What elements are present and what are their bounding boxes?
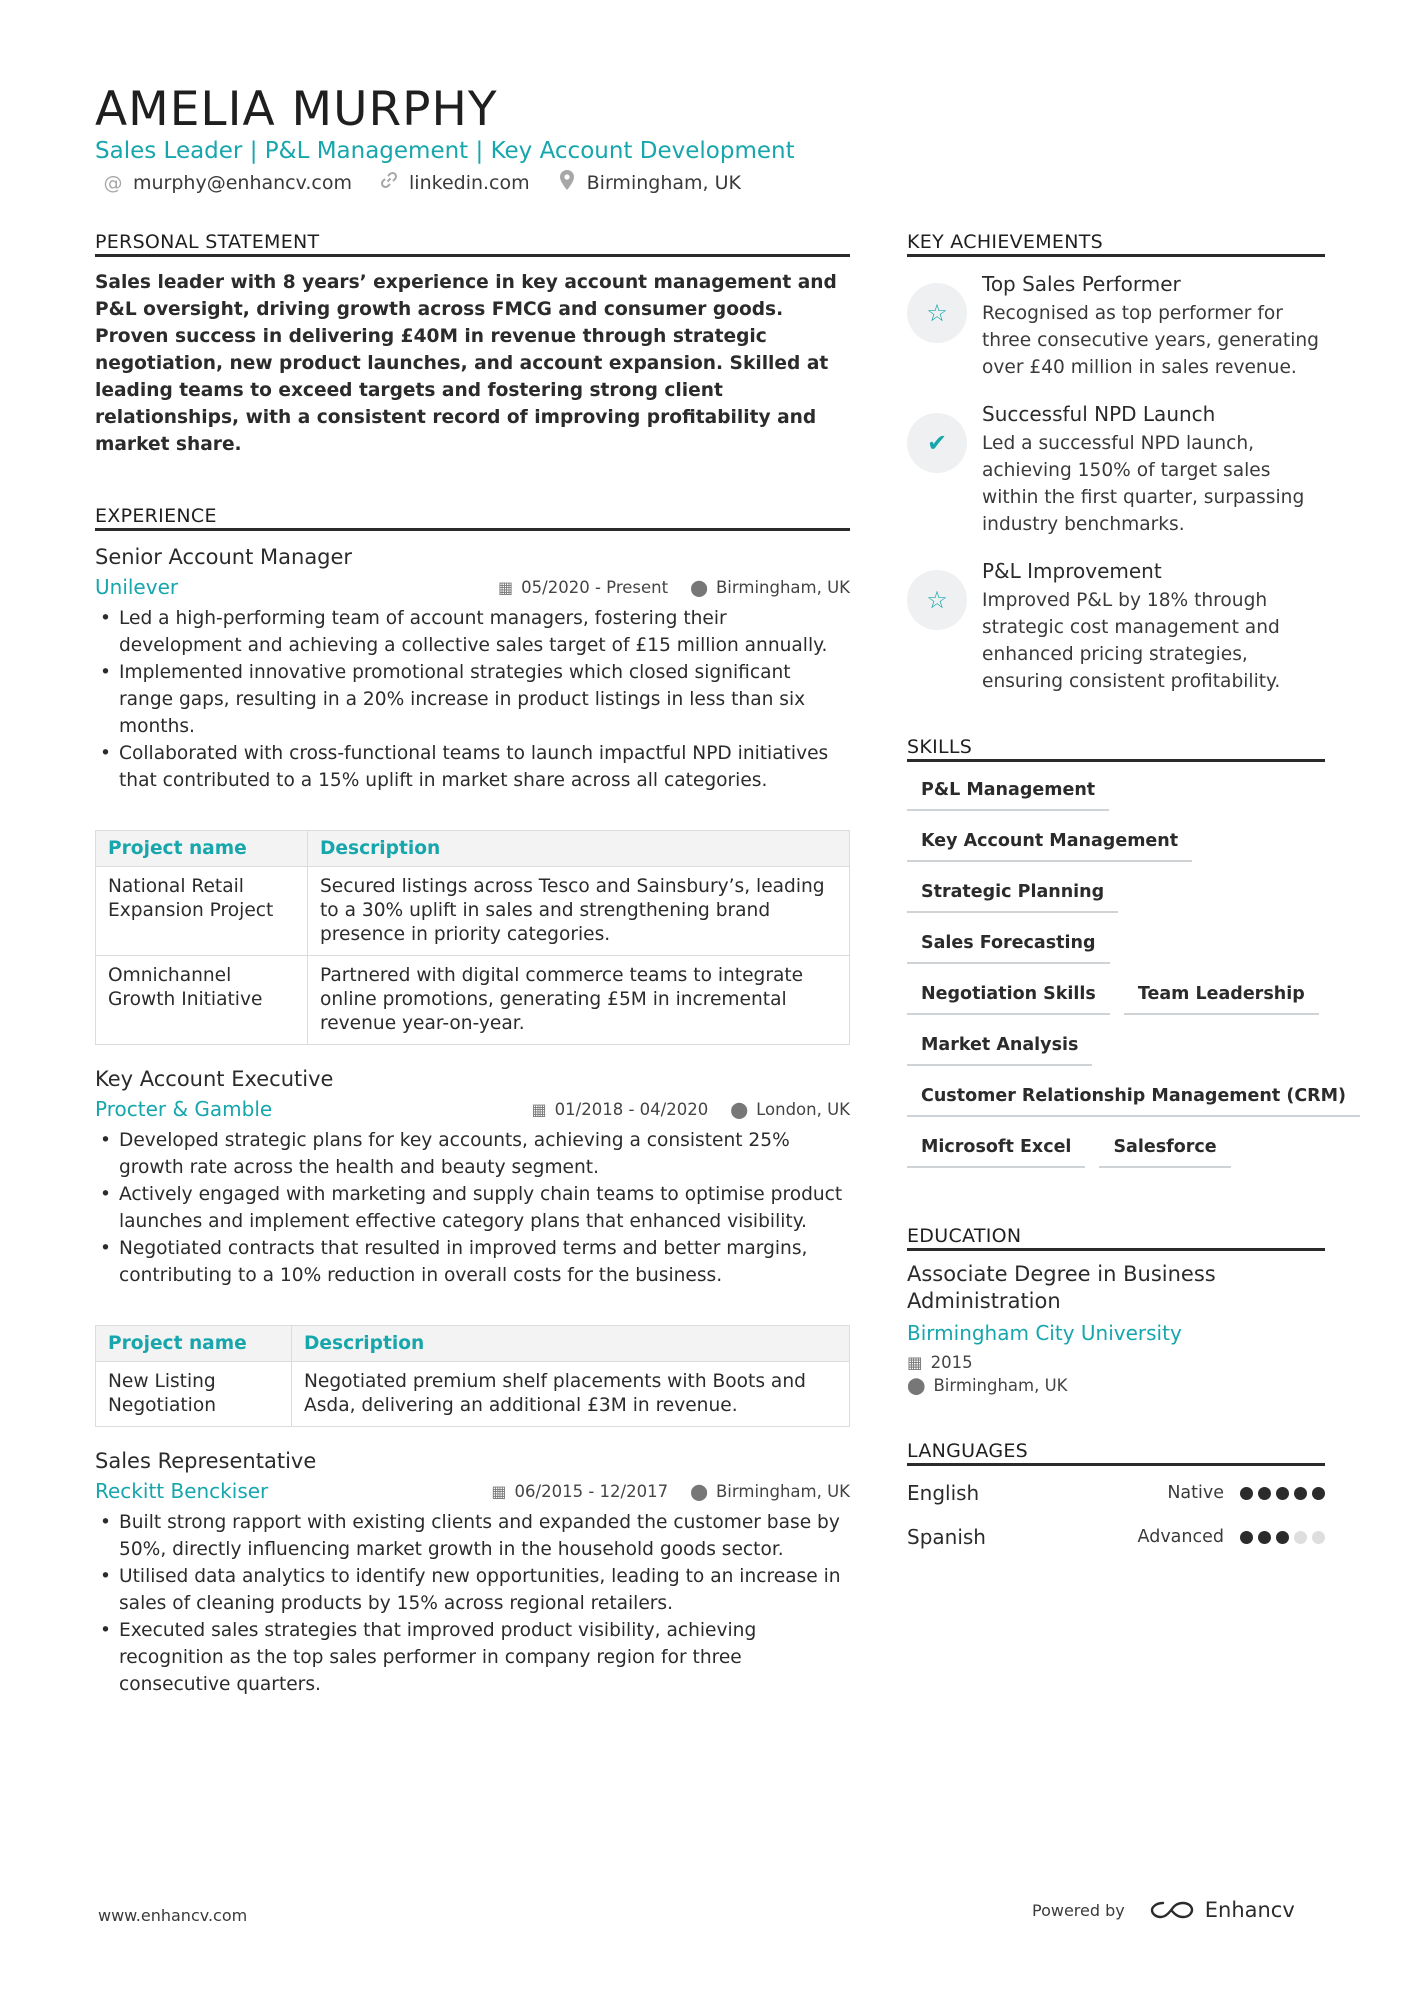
job-location: Birmingham, UK (715, 577, 850, 597)
star-icon: ☆ (907, 570, 967, 630)
rating-dot (1258, 1531, 1271, 1544)
education-school: Birmingham City University (907, 1321, 1182, 1345)
achievement-title: Top Sales Performer (982, 272, 1181, 296)
skill-tag: Microsoft Excel (907, 1129, 1085, 1168)
education-location: Birmingham, UK (933, 1376, 1068, 1395)
rating-dot (1294, 1487, 1307, 1500)
contact-email[interactable] (103, 172, 352, 194)
bullet-item: • Actively engaged with marketing and supply chain teams to optimise product launches and implement effective category plans that enhanced visibility. (95, 1181, 850, 1235)
table-cell: Partnered with digital commerce teams to integrate online promotions, generating £5M in incremental revenue year-on-year. (308, 956, 850, 1045)
job-location: Birmingham, UK (715, 1481, 850, 1501)
calendar-icon: ▦ (531, 1099, 547, 1119)
rating-dot (1240, 1487, 1253, 1500)
job-entry (95, 1065, 850, 1427)
job-title: Senior Account Manager (95, 545, 353, 569)
job-title: Key Account Executive (95, 1067, 334, 1091)
job-dates: 01/2018 - 04/2020 (554, 1099, 709, 1119)
location-icon (557, 170, 577, 195)
calendar-icon: ▦ (498, 577, 514, 597)
location-icon: ⬤ (690, 577, 708, 597)
project-table (95, 1325, 850, 1427)
table-header-cell: Project name (96, 831, 308, 867)
section-title-personal-statement: PERSONAL STATEMENT (95, 230, 850, 257)
table-cell: Secured listings across Tesco and Sainsbury’s, leading to a 30% uplift in sales and strengthening brand presence in priority categories. (308, 867, 850, 956)
bullet-item: • Built strong rapport with existing clients and expanded the customer base by 50%, directly influencing market growth in the household goods sector. (95, 1509, 850, 1563)
job-bullets (95, 605, 850, 794)
job-header-row (95, 1097, 850, 1121)
table-cell: National Retail Expansion Project (96, 867, 308, 956)
contact-bar (103, 170, 741, 195)
section-title-skills: SKILLS (907, 735, 1325, 762)
rating-dot (1312, 1531, 1325, 1544)
footer-website[interactable]: www.enhancv.com (98, 1906, 248, 1925)
achievement-desc: Improved P&L by 18% through strategic cost management and enhanced pricing strategies, ensuring consistent profitability. (982, 590, 1281, 692)
enhancv-logo-icon (1149, 1899, 1195, 1921)
table-cell: Negotiated premium shelf placements with Boots and Asda, delivering an additional £3M in revenue. (292, 1362, 850, 1427)
education-meta (907, 1351, 1325, 1397)
candidate-name: AMELIA MURPHY (95, 82, 498, 137)
achievement-item (907, 271, 1325, 381)
skill-tag: Salesforce (1099, 1129, 1230, 1168)
left-column (95, 230, 850, 1698)
achievement-title: Successful NPD Launch (982, 402, 1216, 426)
footer-branding (1032, 1898, 1295, 1922)
calendar-icon: ▦ (907, 1353, 923, 1372)
rating-dot (1240, 1531, 1253, 1544)
language-level: Native (1167, 1483, 1224, 1503)
table-cell: Omnichannel Growth Initiative (96, 956, 308, 1045)
achievement-desc: Led a successful NPD launch, achieving 150% of target sales within the first quarter, surpassing industry benchmarks. (982, 433, 1305, 535)
powered-by-label: Powered by (1032, 1900, 1125, 1920)
education-year: 2015 (930, 1353, 973, 1372)
location-icon: ⬤ (730, 1099, 749, 1119)
candidate-tagline: Sales Leader | P&L Management | Key Account Development (95, 138, 795, 164)
job-meta (498, 578, 850, 597)
contact-email-text: murphy@enhancv.com (133, 171, 353, 194)
table-header-cell: Description (308, 831, 850, 867)
bullet-item: • Utilised data analytics to identify new opportunities, leading to an increase in sales of cleaning products by 15% across regional retailers. (95, 1563, 850, 1617)
job-location: London, UK (756, 1099, 850, 1119)
calendar-icon: ▦ (491, 1481, 507, 1501)
job-meta (491, 1482, 850, 1501)
bullet-item: • Implemented innovative promotional strategies which closed significant range gaps, resulting in a 20% increase in product listings in less than six months. (95, 659, 850, 740)
section-title-languages: LANGUAGES (907, 1439, 1325, 1466)
contact-linkedin-text: linkedin.com (409, 171, 530, 194)
enhancv-logo-text: Enhancv (1204, 1898, 1295, 1922)
skills-list (907, 772, 1347, 1180)
bullet-item: • Led a high-performing team of account managers, fostering their development and achieving a collective sales target of £15 million annually. (95, 605, 850, 659)
skill-tag: P&L Management (907, 772, 1109, 811)
bullet-item: • Collaborated with cross-functional teams to launch impactful NPD initiatives that contributed to a 15% uplift in market share across all categories. (95, 740, 850, 794)
language-rating (1240, 1531, 1325, 1544)
achievement-title: P&L Improvement (982, 559, 1162, 583)
language-name: Spanish (907, 1525, 986, 1549)
rating-dot (1294, 1531, 1307, 1544)
job-title: Sales Representative (95, 1449, 317, 1473)
language-row (907, 1520, 1325, 1554)
personal-statement-text: Sales leader with 8 years’ experience in key account management and P&L oversight, driving growth across FMCG and consumer goods. Proven success in delivering £40M in revenue through strategic negotiation, new product launches, and account expansion. Skilled at leading teams to exceed targets and fostering strong client relationships, with a consistent record of improving profitability and market share. (95, 272, 837, 455)
table-header-row (96, 1326, 850, 1362)
company-name: Unilever (95, 575, 179, 599)
table-row (96, 956, 850, 1045)
table-header-row (96, 831, 850, 867)
achievement-desc: Recognised as top performer for three consecutive years, generating over £40 million in sales revenue. (982, 303, 1319, 378)
right-column (907, 230, 1347, 1554)
skill-tag: Customer Relationship Management (CRM) (907, 1078, 1360, 1117)
skill-tag: Market Analysis (907, 1027, 1092, 1066)
job-meta (532, 1100, 850, 1119)
bullet-item: • Developed strategic plans for key accounts, achieving a consistent 25% growth rate across the health and beauty segment. (95, 1127, 850, 1181)
check-icon: ✔ (907, 413, 967, 473)
job-dates: 05/2020 - Present (521, 577, 669, 597)
table-header-cell: Project name (96, 1326, 292, 1362)
table-header-cell: Description (292, 1326, 850, 1362)
job-header-row (95, 1479, 850, 1503)
at-icon: @ (103, 171, 123, 194)
location-icon: ⬤ (907, 1376, 926, 1395)
job-entry (95, 1447, 850, 1698)
job-header-row (95, 575, 850, 599)
section-title-education: EDUCATION (907, 1224, 1325, 1251)
rating-dot (1276, 1487, 1289, 1500)
enhancv-logo[interactable] (1149, 1898, 1295, 1922)
contact-linkedin[interactable] (379, 170, 530, 195)
table-cell: New Listing Negotiation (96, 1362, 292, 1427)
rating-dot (1312, 1487, 1325, 1500)
skill-tag: Sales Forecasting (907, 925, 1110, 964)
skill-tag: Team Leadership (1124, 976, 1319, 1015)
skill-tag: Key Account Management (907, 823, 1192, 862)
achievement-item (907, 401, 1325, 538)
location-icon: ⬤ (690, 1481, 708, 1501)
section-title-experience: EXPERIENCE (95, 504, 850, 531)
rating-dot (1276, 1531, 1289, 1544)
job-entry (95, 543, 850, 1045)
table-row (96, 867, 850, 956)
contact-location-text: Birmingham, UK (586, 171, 741, 194)
link-icon (379, 170, 399, 195)
bullet-item: • Executed sales strategies that improved product visibility, achieving recognition as the top sales performer in company region for three consecutive quarters. (95, 1617, 850, 1698)
job-dates: 06/2015 - 12/2017 (514, 1481, 669, 1501)
skill-tag: Strategic Planning (907, 874, 1118, 913)
star-icon: ☆ (907, 283, 967, 343)
company-name: Procter & Gamble (95, 1097, 273, 1121)
bullet-item: • Negotiated contracts that resulted in improved terms and better margins, contributing to a 10% reduction in overall costs for the business. (95, 1235, 850, 1289)
project-table (95, 830, 850, 1045)
language-row (907, 1476, 1325, 1510)
achievement-item (907, 558, 1325, 695)
rating-dot (1258, 1487, 1271, 1500)
section-title-key-achievements: KEY ACHIEVEMENTS (907, 230, 1325, 257)
education-degree: Associate Degree in Business Administration (907, 1262, 1216, 1313)
job-bullets (95, 1127, 850, 1289)
table-row (96, 1362, 850, 1427)
job-bullets (95, 1509, 850, 1698)
language-rating (1240, 1487, 1325, 1500)
skill-tag: Negotiation Skills (907, 976, 1110, 1015)
contact-location (557, 170, 741, 195)
language-name: English (907, 1481, 980, 1505)
company-name: Reckitt Benckiser (95, 1479, 269, 1503)
language-level: Advanced (1137, 1527, 1224, 1547)
